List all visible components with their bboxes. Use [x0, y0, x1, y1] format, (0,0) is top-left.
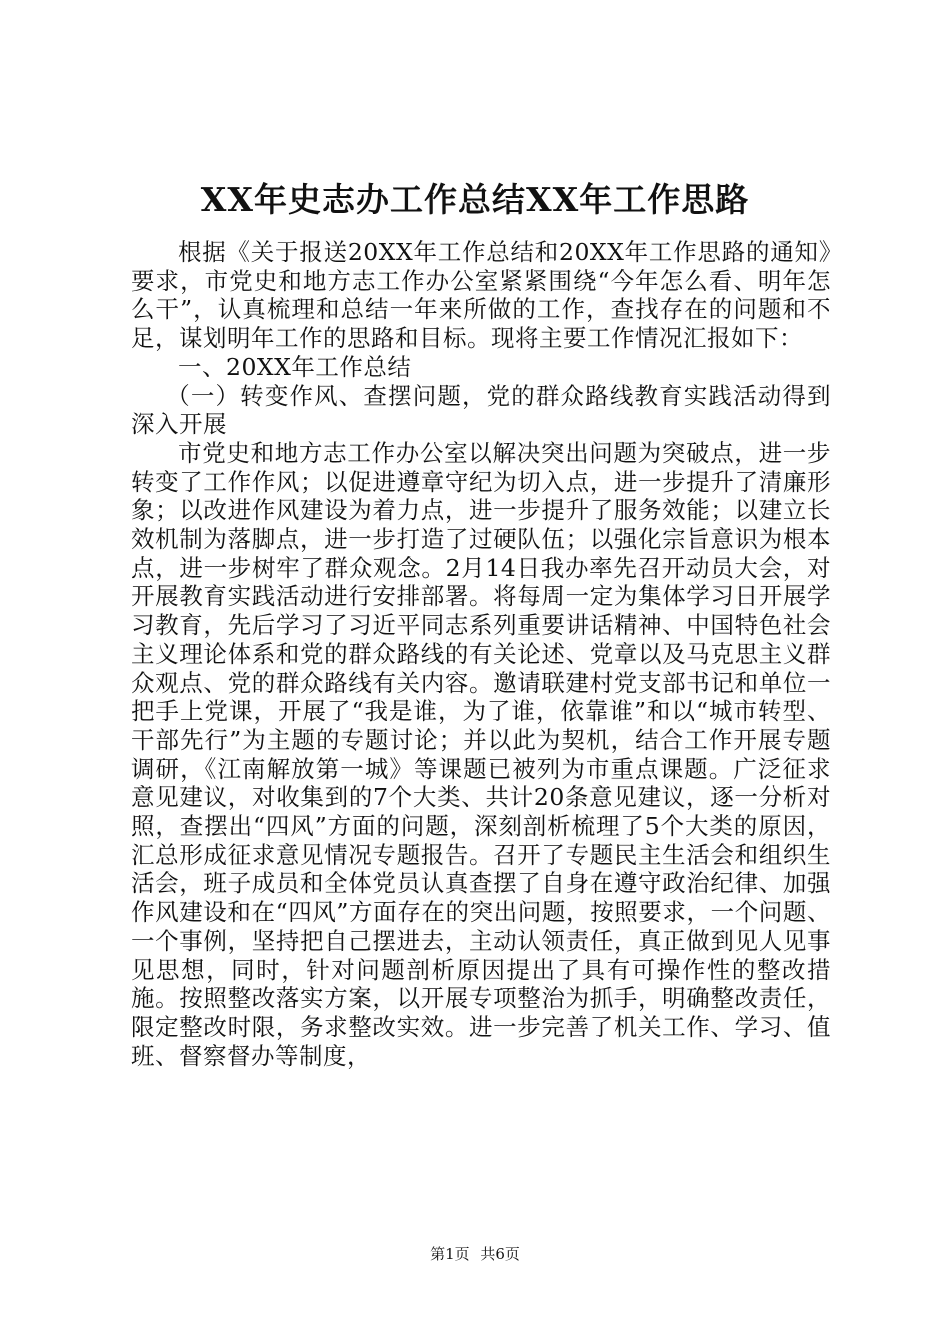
intro-paragraph: 根据《关于报送20XX年工作总结和20XX年工作思路的通知》要求，市党史和地方志工作办公室紧紧围绕“今年怎么看、明年怎么干”，认真梳理和总结一年来所做的工作，查找存在的问题和不足，谋划明年工作的思路和目标。现将主要工作情况汇报如下：: [131, 238, 831, 353]
body-paragraph: 市党史和地方志工作办公室以解决突出问题为突破点，进一步转变了工作作风；以促进遵章守纪为切入点，进一步提升了清廉形象；以改进作风建设为着力点，进一步提升了服务效能；以建立长效机制为落脚点，进一步打造了过硬队伍；以强化宗旨意识为根本点，进一步树牢了群众观念。2月14日我办率先召开动员大会，对开展教育实践活动进行安排部署。将每周一定为集体学习日开展学习教育，先后学习了习近平同志系列重要讲话精神、中国特色社会主义理论体系和党的群众路线的有关论述、党章以及马克思主义群众观点、党的群众路线有关内容。邀请联建村党支部书记和单位一把手上党课，开展了“我是谁，为了谁，依靠谁”和以“城市转型、干部先行”为主题的专题讨论；并以此为契机，结合工作开展专题调研，《江南解放第一城》等课题已被列为市重点课题。广泛征求意见建议，对收集到的7个大类、共计20条意见建议，逐一分析对照，查摆出“四风”方面的问题，深刻剖析梳理了5个大类的原因，汇总形成征求意见情况专题报告。召开了专题民主生活会和组织生活会，班子成员和全体党员认真查摆了自身在遵守政治纪律、加强作风建设和在“四风”方面存在的突出问题，按照要求，一个问题、一个事例，坚持把自己摆进去，主动认领责任，真正做到见人见事见思想，同时，针对问题剖析原因提出了具有可操作性的整改措施。按照整改落实方案，以开展专项整治为抓手，明确整改责任，限定整改时限，务求整改实效。进一步完善了机关工作、学习、值班、督察督办等制度，: [131, 438, 831, 1070]
page-number: 第1页: [430, 1245, 470, 1263]
subsection-heading: （一）转变作风、查摆问题，党的群众路线教育实践活动得到深入开展: [131, 381, 831, 439]
document-title: XX年史志办工作总结XX年工作思路: [200, 180, 750, 219]
section-heading: 一、20XX年工作总结: [178, 352, 412, 381]
page-footer: [0, 1244, 950, 1264]
page-total: 共6页: [480, 1245, 520, 1263]
document-body: [131, 238, 831, 1070]
